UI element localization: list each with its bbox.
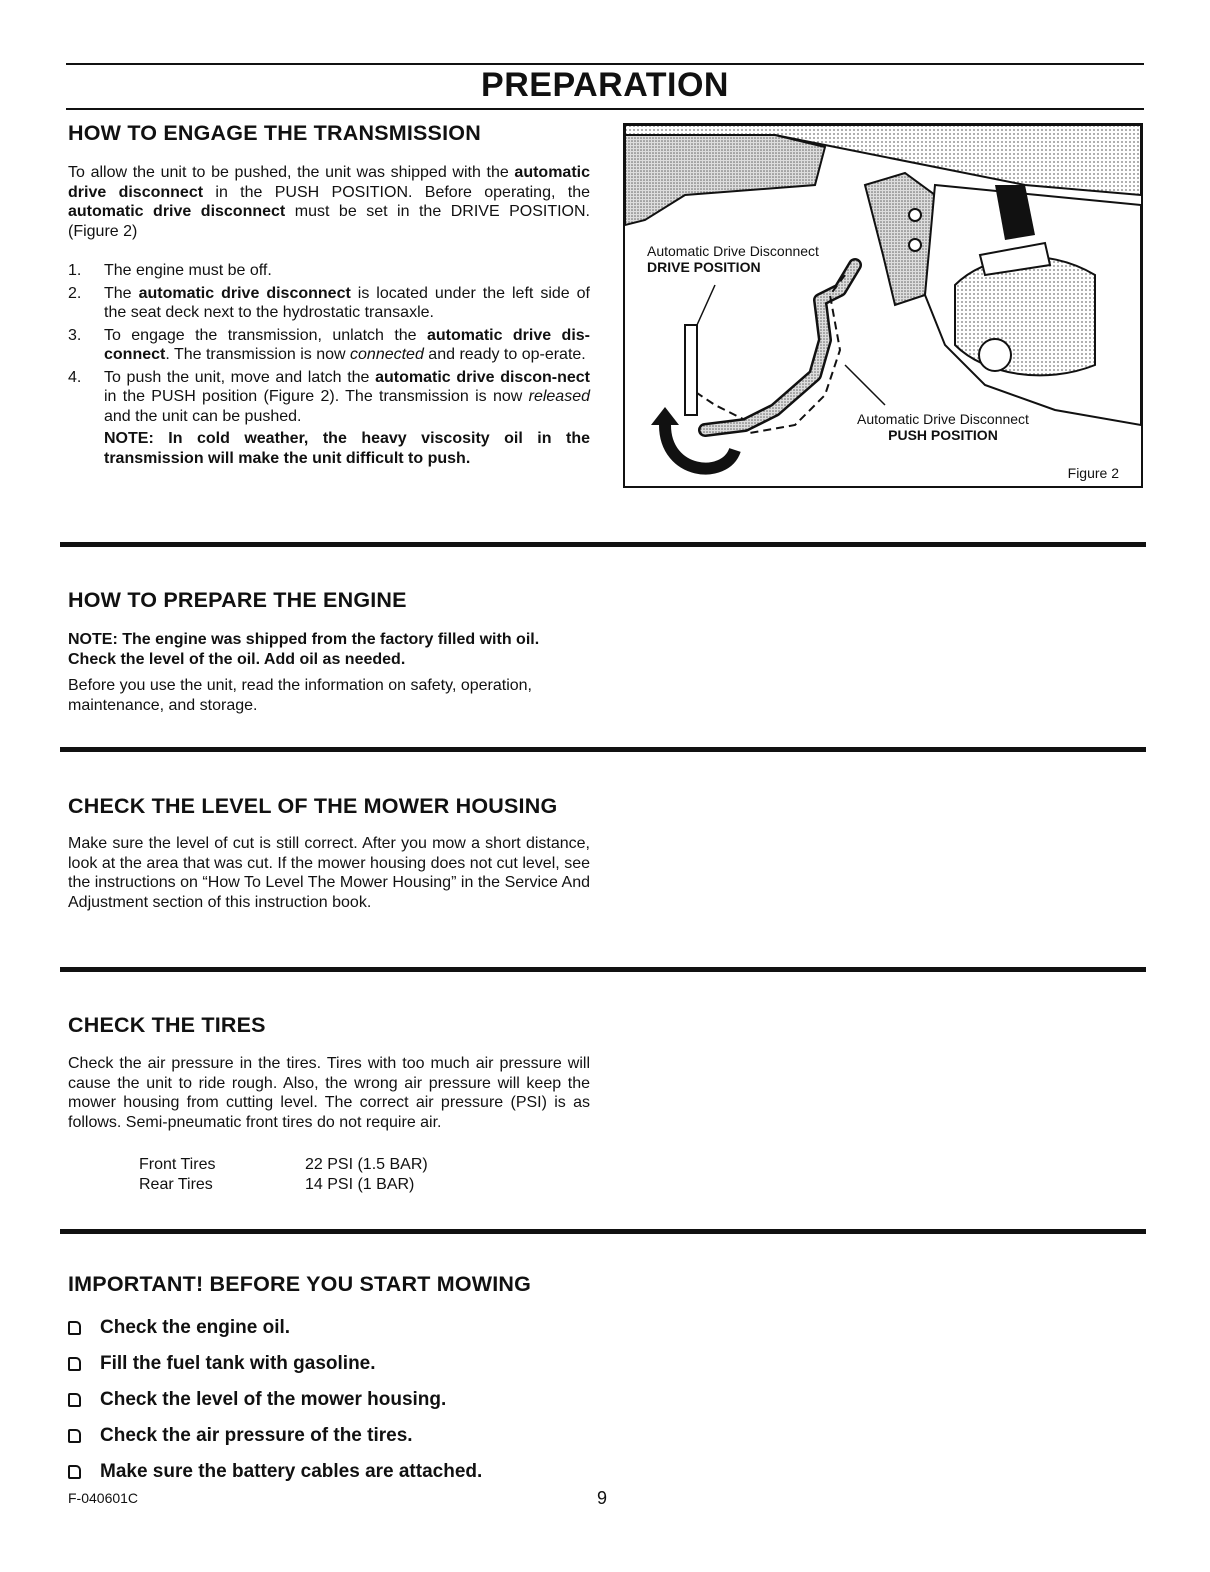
list-item: Check the air pressure of the tires. [68,1418,482,1454]
checkbox-icon[interactable] [68,1321,81,1335]
section-divider [60,542,1146,547]
list-item: Fill the fuel tank with gasoline. [68,1346,482,1382]
list-item: 1. The engine must be off. [68,262,272,279]
list-item: 3. To engage the transmission, unlatch the automatic drive dis-connect. The transmission is now connected and ready to op-erate. [68,326,590,363]
section-divider [60,967,1146,972]
push-position-label: Automatic Drive Disconnect PUSH POSITION [857,411,1029,443]
transmission-note: NOTE: In cold weather, the heavy viscosity oil in the transmission will make the unit difficult to push. [104,430,590,467]
checkbox-icon[interactable] [68,1429,81,1443]
engine-body: Before you use the unit, read the information on safety, operation, maintenance, and storage. [68,677,532,714]
top-rule [66,63,1144,65]
transmission-heading: HOW TO ENGAGE THE TRANSMISSION [68,121,481,145]
housing-heading: CHECK THE LEVEL OF THE MOWER HOUSING [68,794,558,818]
engine-note: NOTE: The engine was shipped from the factory filled with oil. Check the level of the oil. Add oil as needed. [68,631,540,668]
section-divider [60,1229,1146,1234]
list-item: 4. To push the unit, move and latch the automatic drive discon-nect in the PUSH position (Figure 2). The transmission is now released and the unit can be pushed. [68,368,591,425]
list-item: Check the level of the mower housing. [68,1382,482,1418]
section-divider [60,747,1146,752]
tires-body: Check the air pressure in the tires. Tires with too much air pressure will cause the unit to ride rough. Also, the wrong air pressure will keep the mower housing from cutting level. The correct air pressure (PSI) is as follows. Semi-pneumatic front tires do not require air. [68,1055,590,1131]
document-code: F-040601C [68,1490,139,1506]
list-item: Make sure the battery cables are attached. [68,1454,482,1490]
engine-heading: HOW TO PREPARE THE ENGINE [68,588,407,612]
table-row: Rear Tires 14 PSI (1 BAR) [139,1176,415,1193]
transmission-steps [68,261,590,471]
checkbox-icon[interactable] [68,1357,81,1371]
drive-position-label: Automatic Drive Disconnect DRIVE POSITION [647,243,819,275]
list-item: Check the engine oil. [68,1310,482,1346]
page-number: 9 [597,1488,608,1508]
page-title: PREPARATION [481,66,729,104]
title-underline [66,108,1144,110]
list-item: 2. The automatic drive disconnect is located under the left side of the seat deck next to the hydrostatic transaxle. [68,284,591,321]
housing-body: Make sure the level of cut is still correct. After you mow a short distance, look at the area that was cut. If the mower housing does not cut level, see the instructions on “How To Level The Mower Housing” in the Service And Adjustment section of this instruction book. [68,835,590,911]
tire-pressure-table [139,1155,428,1195]
important-heading: IMPORTANT! BEFORE YOU START MOWING [68,1272,532,1296]
transmission-intro: To allow the unit to be pushed, the unit was shipped with the automatic drive disconnect in the PUSH POSITION. Before operating, the automatic drive disconnect must be set in the DRIVE POSITION. (Figure 2) [68,164,591,240]
figure-caption: Figure 2 [1067,465,1119,481]
figure-2 [623,123,1143,488]
checkbox-icon[interactable] [68,1465,81,1479]
table-row: Front Tires 22 PSI (1.5 BAR) [139,1156,428,1173]
tires-heading: CHECK THE TIRES [68,1013,266,1037]
checkbox-icon[interactable] [68,1393,81,1407]
pre-mowing-checklist [68,1310,482,1490]
